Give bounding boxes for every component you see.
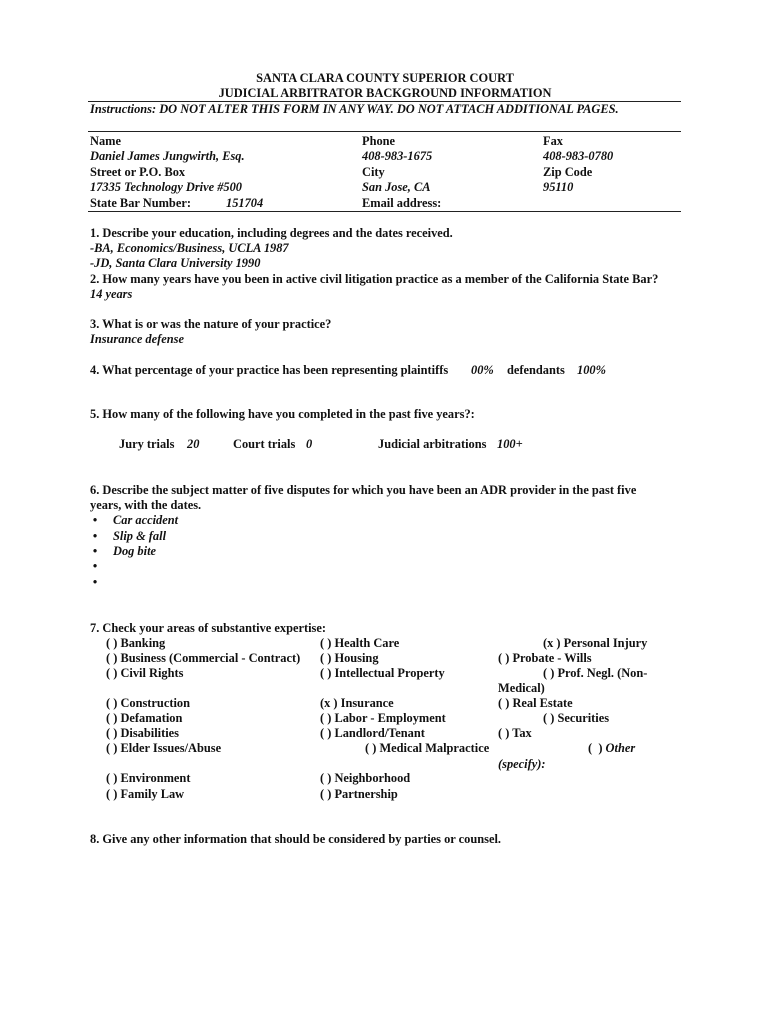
q3-answer: Insurance defense — [90, 332, 184, 346]
bar-number-label: State Bar Number: — [90, 196, 191, 210]
q2-question: 2. How many years have you been in active civil litigation practice as a member of the California State Bar? — [90, 272, 659, 286]
checkbox-family-law[interactable]: ( ) Family Law — [106, 787, 185, 801]
q4-question: 4. What percentage of your practice has been representing plaintiffs — [90, 363, 449, 377]
q6-bullet-5: • — [92, 575, 98, 589]
checkbox-elder-issues[interactable]: ( ) Elder Issues/Abuse — [106, 741, 222, 755]
zip-value: 95110 — [543, 180, 574, 194]
checkbox-securities[interactable]: ( ) Securities — [543, 711, 610, 725]
checkbox-environment[interactable]: ( ) Environment — [106, 771, 191, 785]
form-title: JUDICIAL ARBITRATOR BACKGROUND INFORMATION — [218, 86, 552, 100]
fax-value: 408-983-0780 — [543, 149, 614, 163]
q3-question: 3. What is or was the nature of your practice? — [90, 317, 332, 331]
q5-arbitrations-label: Judicial arbitrations — [378, 437, 487, 451]
q6-bullet-2: • — [92, 529, 98, 543]
checkbox-probate[interactable]: ( ) Probate - Wills — [498, 651, 592, 665]
checkbox-housing[interactable]: ( ) Housing — [320, 651, 379, 665]
q1-answer-1: -BA, Economics/Business, UCLA 1987 — [90, 241, 289, 255]
q4-defendants-label: defendants — [507, 363, 565, 377]
q8-question: 8. Give any other information that should be considered by parties or counsel. — [90, 832, 501, 846]
q7-question: 7. Check your areas of substantive expertise: — [90, 621, 326, 635]
checkbox-health-care[interactable]: ( ) Health Care — [320, 636, 400, 650]
checkbox-banking[interactable]: ( ) Banking — [106, 636, 166, 650]
checkbox-labor-employment[interactable]: ( ) Labor - Employment — [320, 711, 446, 725]
zip-label: Zip Code — [543, 165, 593, 179]
phone-label: Phone — [362, 134, 396, 148]
checkbox-construction[interactable]: ( ) Construction — [106, 696, 190, 710]
q6-question-line-1: 6. Describe the subject matter of five disputes for which you have been an ADR provider in the past five — [90, 483, 637, 497]
checkbox-intellectual-property[interactable]: ( ) Intellectual Property — [320, 666, 445, 680]
q5-jury-value: 20 — [187, 437, 200, 451]
q6-bullet-3: • — [92, 544, 98, 558]
city-label: City — [362, 165, 385, 179]
instructions: Instructions: DO NOT ALTER THIS FORM IN ANY WAY. DO NOT ATTACH ADDITIONAL PAGES. — [90, 102, 619, 116]
checkbox-partnership[interactable]: ( ) Partnership — [320, 787, 398, 801]
checkbox-defamation[interactable]: ( ) Defamation — [106, 711, 183, 725]
checkbox-disabilities[interactable]: ( ) Disabilities — [106, 726, 179, 740]
city-value: San Jose, CA — [362, 180, 431, 194]
bar-number-value: 151704 — [226, 196, 264, 210]
q4-plaintiffs-value: 00% — [471, 363, 494, 377]
q1-answer-2: -JD, Santa Clara University 1990 — [90, 256, 261, 270]
checkbox-landlord-tenant[interactable]: ( ) Landlord/Tenant — [320, 726, 425, 740]
q5-question: 5. How many of the following have you completed in the past five years?: — [90, 407, 475, 421]
fax-label: Fax — [543, 134, 563, 148]
checkbox-tax[interactable]: ( ) Tax — [498, 726, 532, 740]
checkbox-prof-negl[interactable]: ( ) Prof. Negl. (Non- — [543, 666, 648, 680]
other-paren: ( ) — [588, 741, 606, 755]
checkbox-neighborhood[interactable]: ( ) Neighborhood — [320, 771, 411, 785]
contact-bottom-rule — [88, 211, 681, 212]
q6-question-line-2: years, with the dates. — [90, 498, 202, 512]
other-label: Other — [605, 741, 636, 755]
q6-bullet-4: • — [92, 559, 98, 573]
q5-court-label: Court trials — [233, 437, 296, 451]
q5-jury-label: Jury trials — [119, 437, 175, 451]
checkbox-insurance[interactable]: (x ) Insurance — [320, 696, 394, 710]
street-label: Street or P.O. Box — [90, 165, 186, 179]
q6-item-3: Dog bite — [113, 544, 157, 558]
court-name: SANTA CLARA COUNTY SUPERIOR COURT — [256, 71, 514, 85]
checkbox-medical-malpractice[interactable]: ( ) Medical Malpractice — [365, 741, 490, 755]
q1-question: 1. Describe your education, including degrees and the dates received. — [90, 226, 453, 240]
other-specify: (specify): — [498, 757, 546, 771]
q6-bullet-1: • — [92, 513, 98, 527]
q2-answer: 14 years — [90, 287, 133, 301]
prof-negl-continuation: Medical) — [498, 681, 545, 695]
checkbox-civil-rights[interactable]: ( ) Civil Rights — [106, 666, 184, 680]
checkbox-real-estate[interactable]: ( ) Real Estate — [498, 696, 573, 710]
q6-item-1: Car accident — [113, 513, 179, 527]
q6-item-2: Slip & fall — [113, 529, 167, 543]
name-label: Name — [90, 134, 121, 148]
checkbox-personal-injury[interactable]: (x ) Personal Injury — [543, 636, 648, 650]
q5-arbitrations-value: 100+ — [497, 437, 523, 451]
phone-value: 408-983-1675 — [362, 149, 433, 163]
email-label: Email address: — [362, 196, 442, 210]
name-value: Daniel James Jungwirth, Esq. — [90, 149, 245, 163]
contact-top-rule — [88, 131, 681, 132]
q5-court-value: 0 — [306, 437, 313, 451]
checkbox-other[interactable] — [588, 741, 635, 756]
checkbox-business[interactable]: ( ) Business (Commercial - Contract) — [106, 651, 301, 665]
q4-defendants-value: 100% — [577, 363, 606, 377]
street-value: 17335 Technology Drive #500 — [90, 180, 243, 194]
